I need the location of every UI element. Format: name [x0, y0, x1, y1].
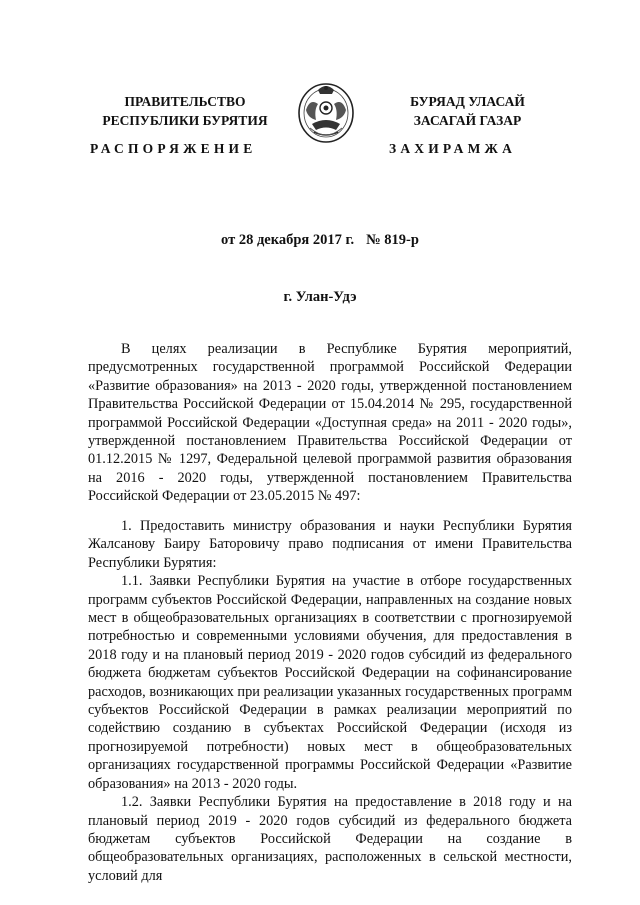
decree-number: № 819-р: [366, 232, 419, 248]
decree-type-bua: ЗАХИРАМЖА: [389, 141, 517, 156]
paragraph-item-1-1: 1.1. Заявки Республики Бурятия на участие в отборе государственных программ субъектов Российской Федерации, направленных на создание новых мест в общеобразовательных организациях в соответствии с прогнозируемой потребностью и современными условиями обучения, для предоставления в 2018 году и на плановый период 2019 - 2020 годов субсидий из федерального бюджета бюджетам субъектов Российской Федерации на софинансирование расходов, возникающих при реализации указанных государственных программ субъектов Российской Федерации в рамках реализации мероприятий по содействию созданию в субъектах Российской Федерации (исходя из прогнозируемой потребности) новых мест в общеобразовательных организациях государственной программы Российской Федерации «Развитие образования» на 2013 - 2020 годы.: [88, 573, 572, 792]
decree-type-ru: РАСПОРЯЖЕНИЕ: [90, 141, 257, 156]
decree-date: от 28 декабря 2017 г.: [221, 232, 355, 248]
government-title-ru-line2: РЕСПУБЛИКИ БУРЯТИЯ: [102, 113, 268, 128]
government-title-bua: [390, 92, 545, 130]
document-body-items: [88, 517, 572, 885]
government-title-ru-line1: ПРАВИТЕЛЬСТВО: [124, 94, 246, 109]
government-title-ru: [100, 92, 270, 130]
paragraph-intro: В целях реализации в Республике Бурятия мероприятий, предусмотренных государственной программой Российской Федерации «Развитие образования» на 2013 - 2020 годы, утвержденной постановлением Правительства Российской Федерации от 15.04.2014 № 295, государственной программой Российской Федерации «Доступная среда» на 2011 - 2020 годы», утвержденной постановлением Правительства Российской Федерации от 01.12.2015 № 1297, Федеральной целевой программой развития образования на 2016 - 2020 годы, утвержденной постановлением Правительства Российской Федерации от 23.05.2015 № 497:: [88, 341, 572, 505]
city-name: г. Улан-Удэ: [283, 289, 357, 305]
paragraph-item-1-2: 1.2. Заявки Республики Бурятия на предоставление в 2018 году и на плановый период 2019 - 2020 годов субсидий из федерального бюджета бюджетам субъектов Российской Федерации на создание в общеобразовательных организациях, расположенных в сельской местности, условий для: [88, 794, 572, 884]
government-title-bua-line2: ЗАСАГАЙ ГАЗАР: [413, 113, 522, 128]
government-title-bua-line1: БУРЯАД УЛАСАЙ: [410, 94, 525, 109]
coat-of-arms-icon: [296, 80, 356, 144]
paragraph-item-1: 1. Предоставить министру образования и науки Республики Бурятия Жалсанову Баиру Баторовичу право подписания от имени Правительства Республики Бурятия:: [88, 518, 572, 571]
decree-date-line: [0, 232, 640, 249]
document-body-intro: [88, 340, 572, 506]
